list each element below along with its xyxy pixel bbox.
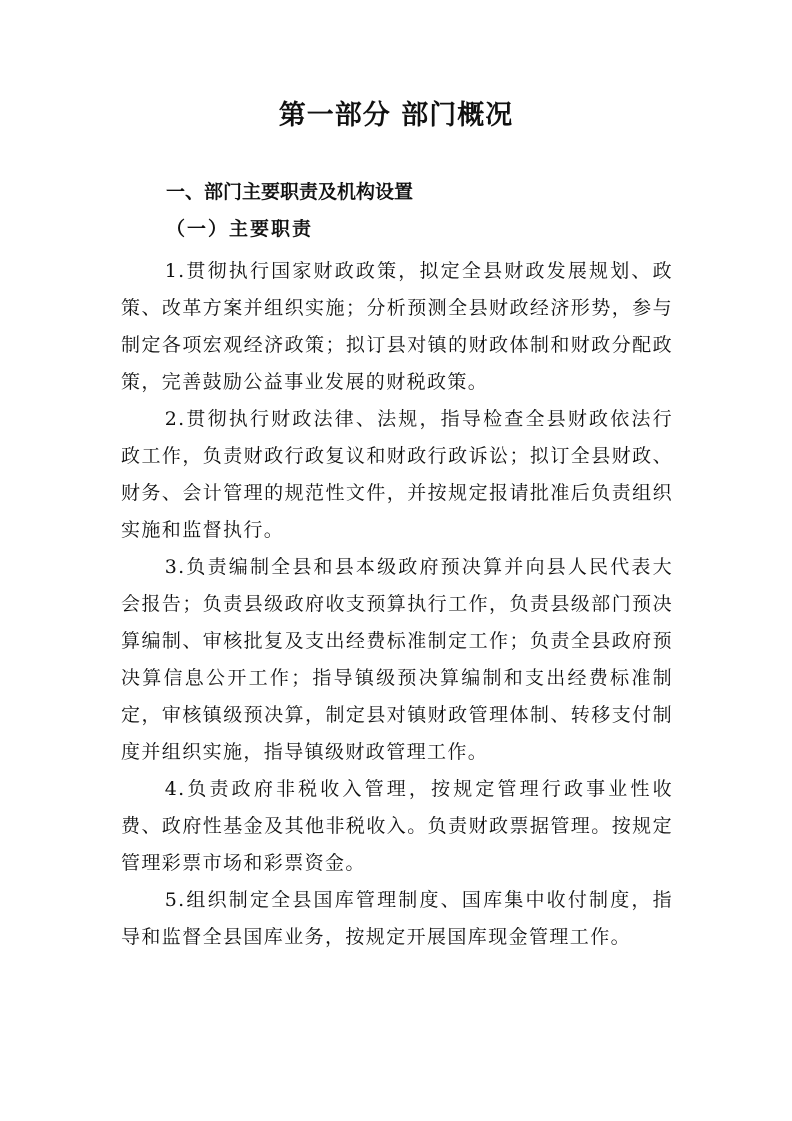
duty-paragraph-4: 4.负责政府非税收入管理，按规定管理行政事业性收费、政府性基金及其他非税收入。负责财政票据管理。按规定管理彩票市场和彩票资金。: [121, 778, 673, 874]
section-heading: 一、部门主要职责及机构设置: [166, 181, 414, 203]
page-title: 第一部分 部门概况: [278, 100, 514, 131]
duty-paragraph-3: 3.负责编制全县和县本级政府预决算并向县人民代表大会报告；负责县级政府收支预算执行工作，负责县级部门预决算编制、审核批复及支出经费标准制定工作；负责全县政府预决算信息公开工作；指导镇级预决算编制和支出经费标准制定，审核镇级预决算，制定县对镇财政管理体制、转移支付制度并组织实施，指导镇级财政管理工作。: [121, 556, 673, 763]
duty-paragraph-5: 5.组织制定全县国库管理制度、国库集中收付制度，指导和监督全县国库业务，按规定开展国库现金管理工作。: [121, 889, 673, 948]
sub-heading: （一）主要职责: [166, 218, 314, 240]
duty-paragraph-1: 1.贯彻执行国家财政政策，拟定全县财政发展规划、政策、改革方案并组织实施；分析预测全县财政经济形势，参与制定各项宏观经济政策；拟订县对镇的财政体制和财政分配政策，完善鼓励公益事业发展的财税政策。: [121, 260, 673, 393]
duty-paragraph-2: 2.贯彻执行财政法律、法规，指导检查全县财政依法行政工作，负责财政行政复议和财政行政诉讼；拟订全县财政、财务、会计管理的规范性文件，并按规定报请批准后负责组织实施和监督执行。: [121, 408, 673, 541]
body-text: [121, 253, 673, 956]
